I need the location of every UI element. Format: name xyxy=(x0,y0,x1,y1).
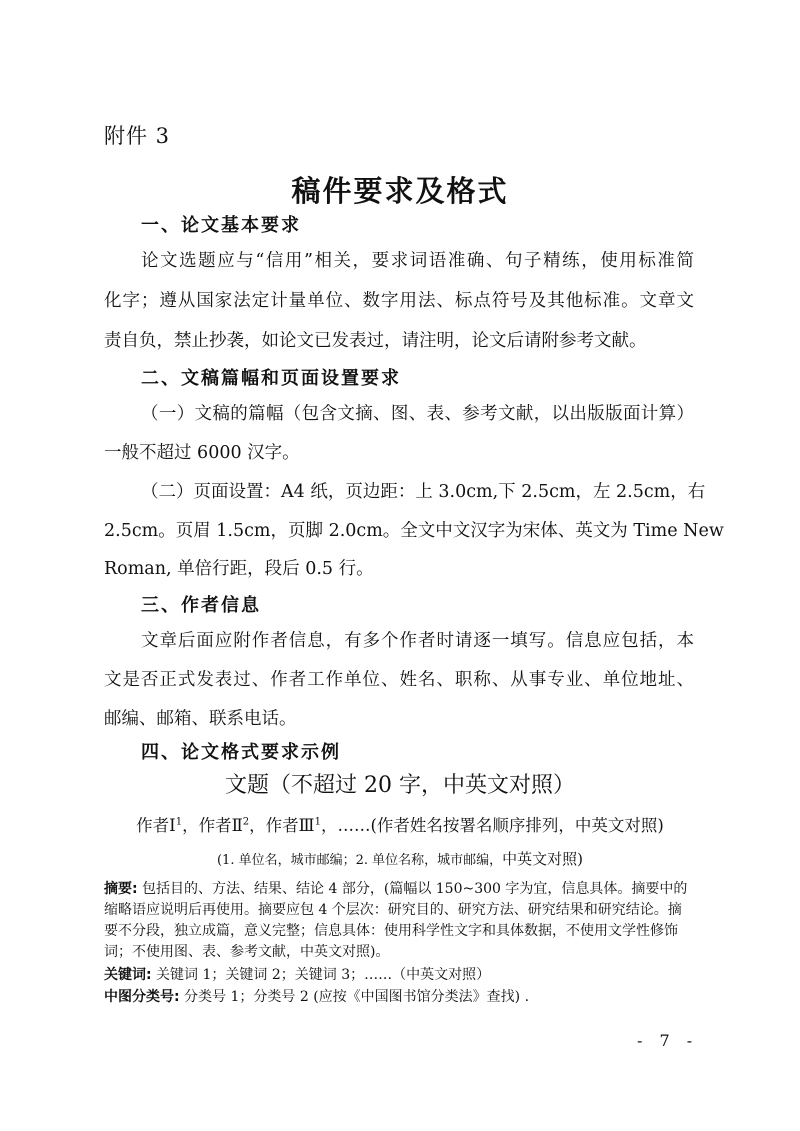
paragraph-line: （二）页面设置：A4 纸，页边距：上 3.0cm,下 2.5cm，左 2.5cm，右 xyxy=(141,482,706,502)
paragraph-line: Roman, 单倍行距，段后 0.5 行。 xyxy=(104,559,374,579)
classification-label: 中图分类号: xyxy=(104,989,180,1005)
author-3-affiliation-mark: 1 xyxy=(314,816,321,828)
document-title: 稿件要求及格式 xyxy=(291,174,509,208)
paragraph-line: 文章后面应附作者信息，有多个作者时请逐一填写。信息应包括，本 xyxy=(141,631,694,651)
author-2-affiliation-mark: 2 xyxy=(242,816,250,828)
paragraph-line: 论文选题应与“信用”相关，要求词语准确、句子精练，使用标准简 xyxy=(141,251,694,271)
authors-note: ，……(作者姓名按署名顺序排列，中英文对照) xyxy=(320,816,664,835)
sample-affiliations xyxy=(0,848,800,869)
sample-keywords xyxy=(104,965,694,986)
classification-text: 分类号 1；分类号 2 (应按《中国图书馆分类法》查找) . xyxy=(179,989,530,1005)
abstract-text: 包括目的、方法、结果、结论 4 部分，(篇幅以 150~300 字为宜，信息具体。摘要中的缩略语应说明后再使用。摘要应包 4 个层次：研究目的、研究方法、研究结果和研究结论。摘要不分段，独立成篇，意义完整；信息具体：使用科学性文字和具体数据，不使用文学性修饰词；不使用图、表、参考文献，中英文对照)。 xyxy=(104,881,688,960)
affiliation-text: (1. 单位名，城市邮编；2. 单位名称，城市邮编， xyxy=(216,853,503,868)
keywords-text: 关键词 1；关键词 2；关键词 3；……（中英文对照） xyxy=(151,967,491,983)
sample-authors-line xyxy=(0,812,800,836)
keywords-label: 关键词: xyxy=(104,967,152,983)
sample-paper-title: 文题（不超过 20 字，中英文对照） xyxy=(225,773,575,798)
page-number: - 7 - xyxy=(637,1031,699,1050)
annex-label: 附件 3 xyxy=(104,124,171,148)
author-2: ，作者Ⅱ xyxy=(182,816,243,835)
paragraph-line: 化字；遵从国家法定计量单位、数字用法、标点符号及其他标准。文章文 xyxy=(104,291,694,311)
section-heading-1: 一、论文基本要求 xyxy=(141,215,301,236)
section-heading-2: 二、文稿篇幅和页面设置要求 xyxy=(141,368,401,389)
paragraph-line: （一）文稿的篇幅（包含文摘、图、表、参考文献，以出版版面计算） xyxy=(141,404,694,424)
sample-classification xyxy=(104,987,694,1008)
section-heading-4: 四、论文格式要求示例 xyxy=(141,742,341,763)
section-heading-3: 三、作者信息 xyxy=(141,595,261,616)
affiliation-note: 中英文对照) xyxy=(502,850,583,868)
paragraph-line: 文是否正式发表过、作者工作单位、姓名、职称、从事专业、单位地址、 xyxy=(104,670,694,690)
paragraph-line: 邮编、邮箱、联系电话。 xyxy=(104,709,297,729)
paragraph-line: 责自负，禁止抄袭，如论文已发表过，请注明，论文后请附参考文献。 xyxy=(104,331,647,351)
abstract-label: 摘要: xyxy=(104,881,138,897)
author-1: 作者Ⅰ xyxy=(136,816,176,835)
paragraph-line: 一般不超过 6000 汉字。 xyxy=(104,443,300,463)
sample-abstract xyxy=(104,879,694,963)
author-1-affiliation-mark: 1 xyxy=(175,816,183,828)
author-3: ，作者Ⅲ xyxy=(249,816,315,835)
paragraph-line: 2.5cm。页眉 1.5cm，页脚 2.0cm。全文中文汉字为宋体、英文为 Time New xyxy=(104,521,724,541)
